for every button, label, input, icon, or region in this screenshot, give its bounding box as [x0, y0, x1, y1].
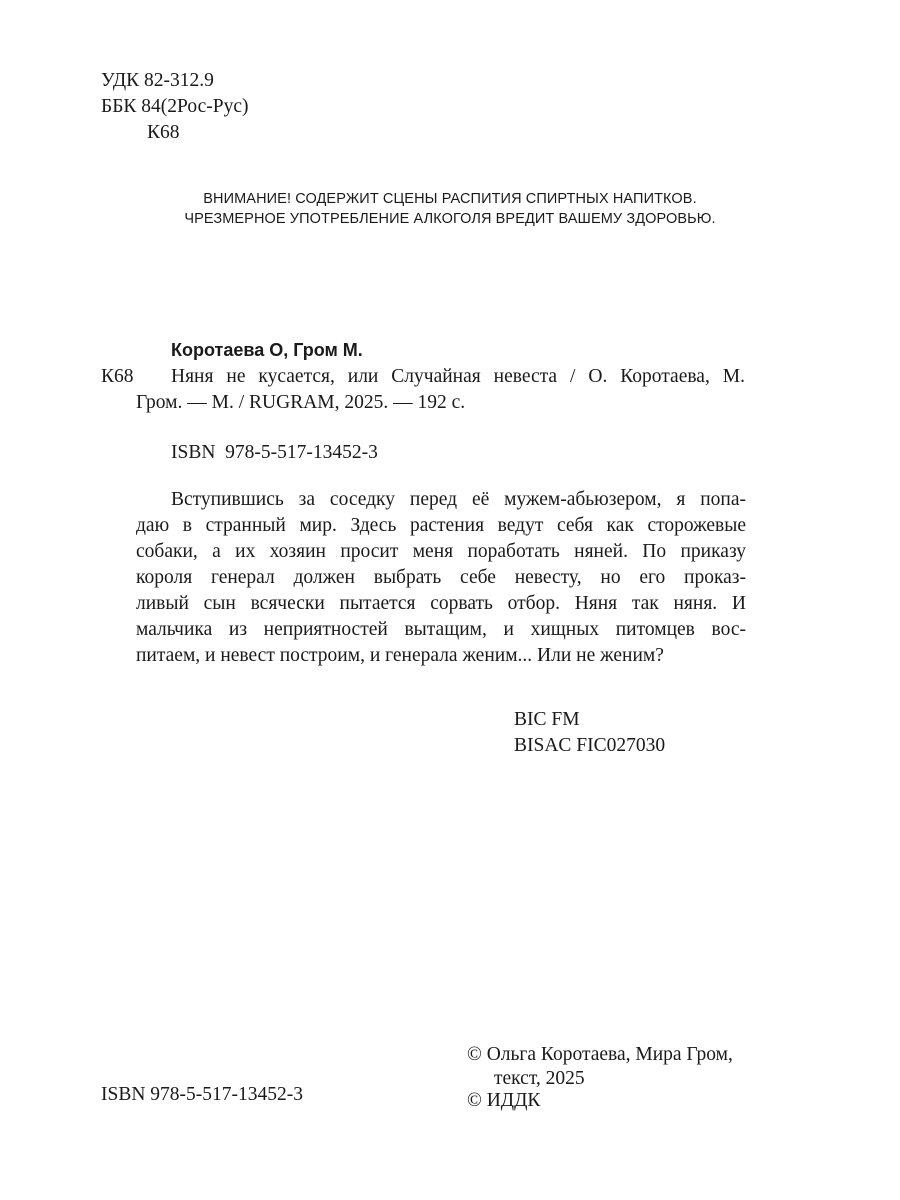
- bic-code: BIC FM: [514, 709, 580, 730]
- catalog-title-line-1: Няня не кусается, или Случайная невеста / О. Коротаева, М.: [171, 366, 745, 387]
- catalog-mark: К68: [101, 366, 134, 387]
- annotation-line: мальчика из неприятностей вытащим, и хищных питомцев вос-: [136, 619, 746, 640]
- annotation-line: питаем, и невест построим, и генерала женим... Или не женим?: [136, 645, 664, 666]
- udk-code: УДК 82-312.9: [101, 70, 214, 91]
- copyright-line-3: © ИДДК: [467, 1090, 541, 1111]
- catalog-isbn: ISBN 978-5-517-13452-3: [171, 442, 378, 463]
- alcohol-warning-line-2: ЧРЕЗМЕРНОЕ УПОТРЕБЛЕНИЕ АЛКОГОЛЯ ВРЕДИТ ВАШЕМУ ЗДОРОВЬЮ.: [184, 211, 716, 227]
- annotation-line: Вступившись за соседку перед её мужем-абьюзером, я попа-: [171, 489, 746, 510]
- annotation-line: короля генерал должен выбрать себе невесту, но его проказ-: [136, 567, 746, 588]
- annotation: [136, 487, 746, 669]
- copyright-line-1: © Ольга Коротаева, Мира Гром,: [467, 1044, 733, 1065]
- copyright-line-2: текст, 2025: [494, 1068, 585, 1089]
- annotation-line: ливый сын всячески пытается сорвать отбор. Няня так няня. И: [136, 593, 746, 614]
- bisac-code: BISAC FIC027030: [514, 735, 666, 756]
- annotation-line: собаки, а их хозяин просит меня поработать няней. По приказу: [136, 541, 746, 562]
- annotation-line: даю в странный мир. Здесь растения ведут себя как сторожевые: [136, 515, 746, 536]
- author-mark: К68: [147, 122, 180, 143]
- alcohol-warning-line-1: ВНИМАНИЕ! СОДЕРЖИТ СЦЕНЫ РАСПИТИЯ СПИРТНЫХ НАПИТКОВ.: [203, 191, 697, 207]
- footer-isbn: ISBN 978-5-517-13452-3: [101, 1084, 304, 1105]
- bbk-code: ББК 84(2Рос-Рус): [101, 96, 249, 117]
- catalog-title-line-2: Гром. — М. / RUGRAM, 2025. — 192 с.: [136, 392, 466, 413]
- catalog-authors: Коротаева О, Гром М.: [171, 340, 363, 360]
